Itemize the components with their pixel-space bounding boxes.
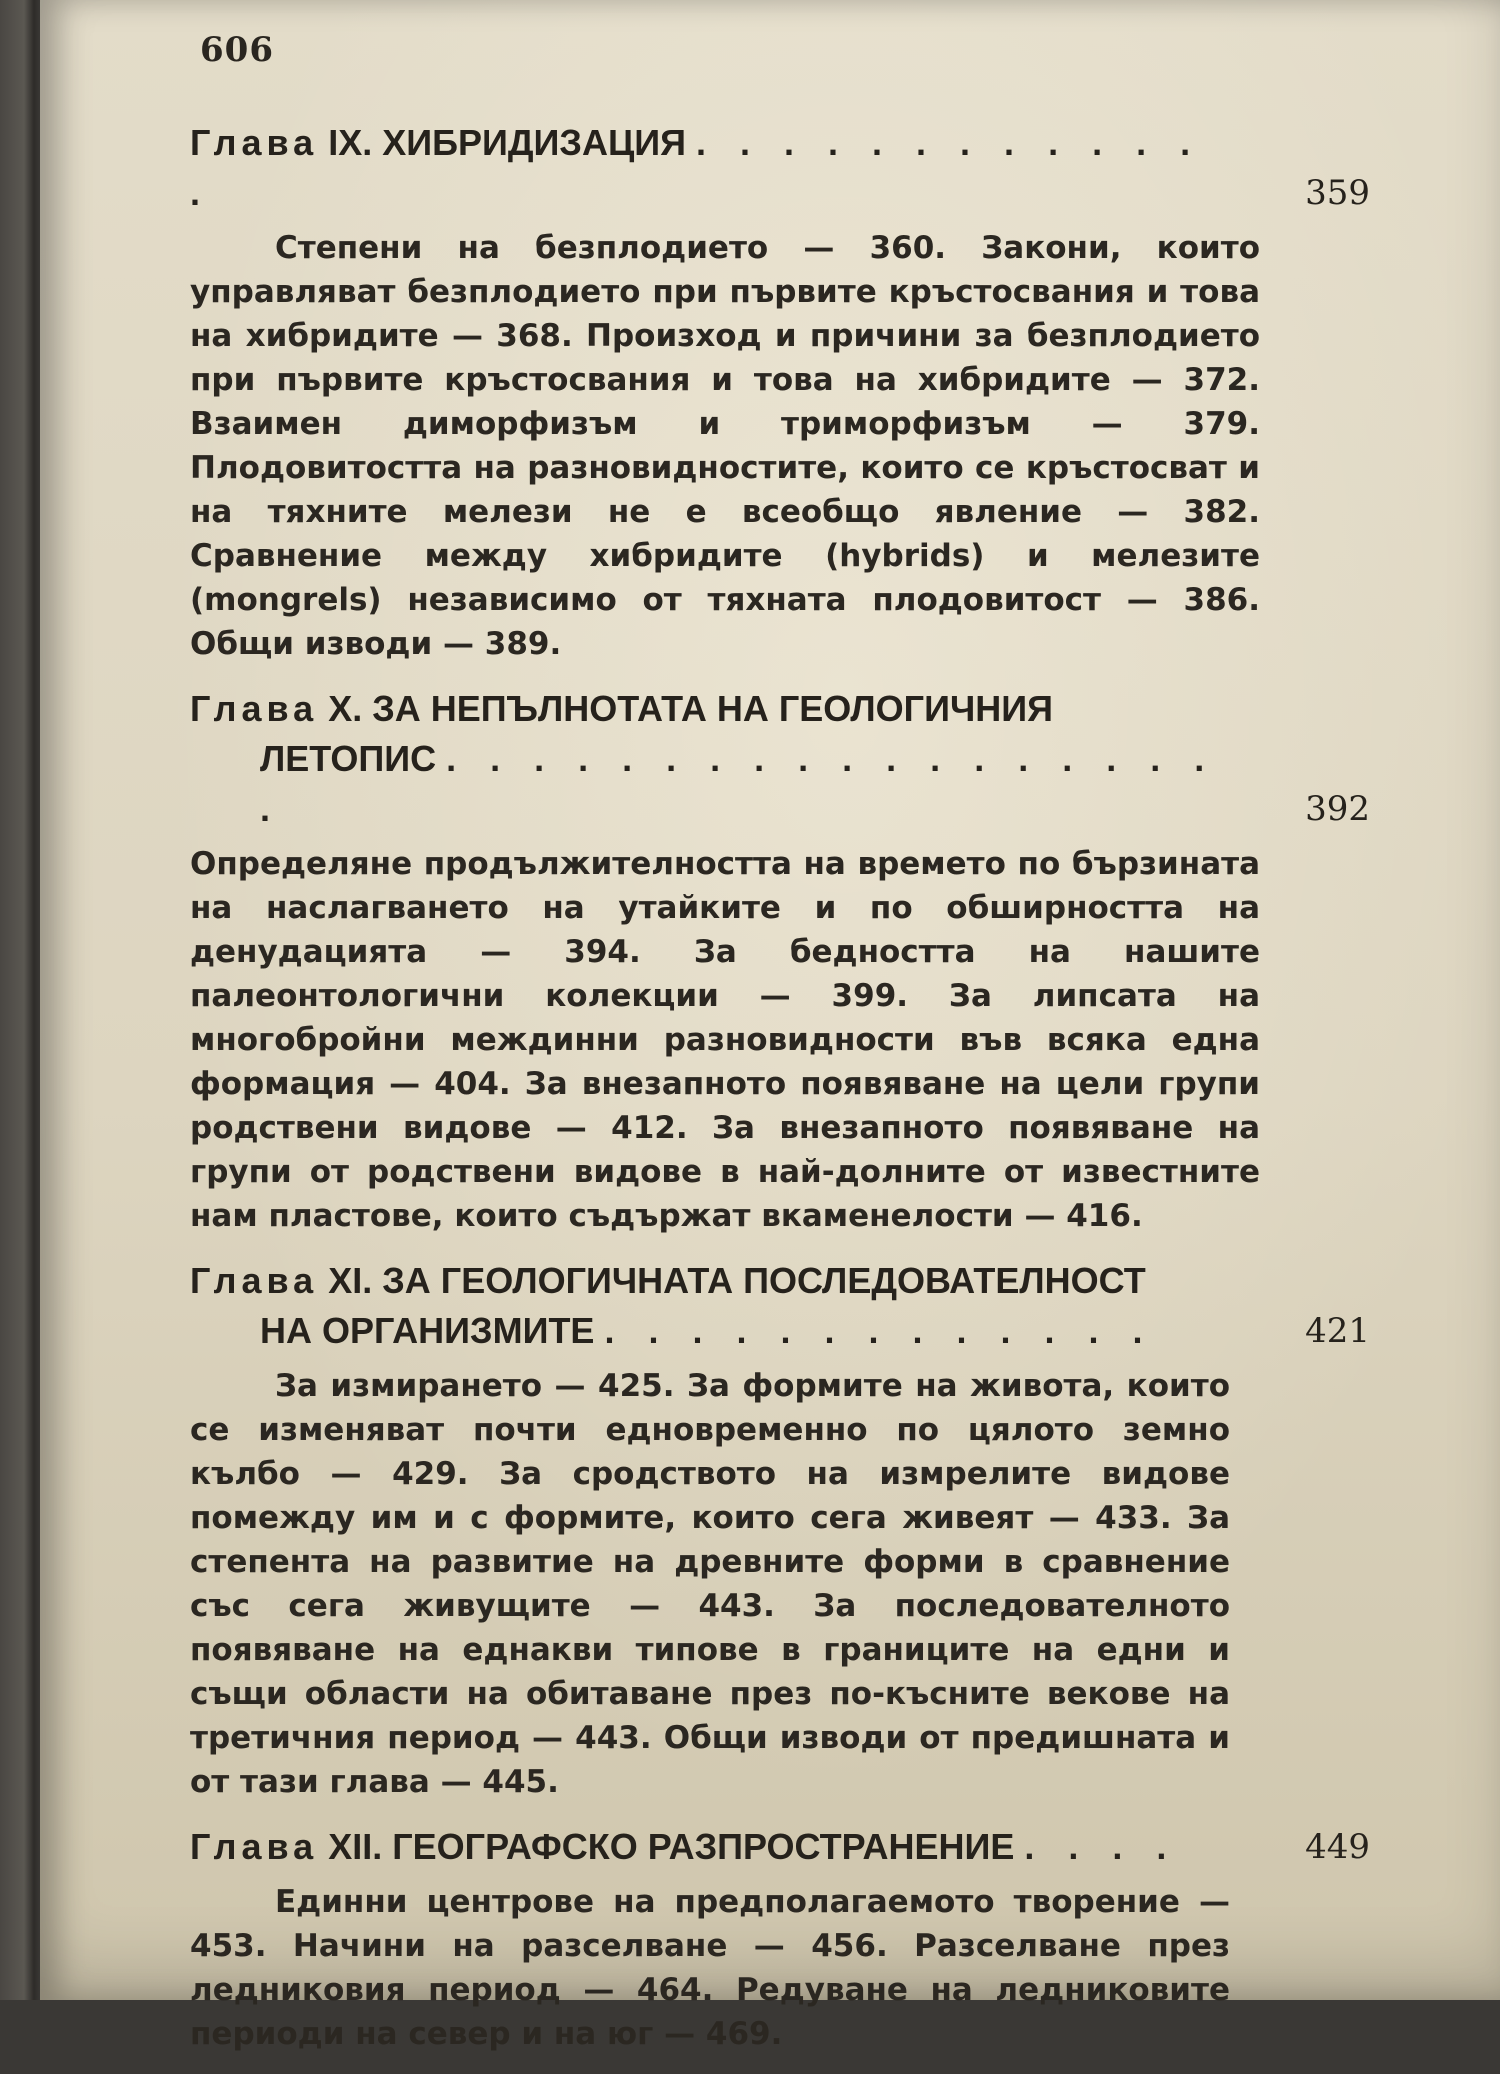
page-number: 606	[200, 30, 274, 70]
chapter-heading	[190, 118, 1370, 218]
chapter-summary: Единни центрове на предполагаемото творение — 453. Начини на разселване — 456. Разселване през ледниковия период — 464. Редуване на ледниковите периоди на север и на юг — 469.	[190, 1884, 1230, 2052]
chapter-title: ХИБРИДИЗАЦИЯ	[382, 122, 687, 163]
chapter-prefix: Глава	[190, 1826, 319, 1867]
chapter-number: XII.	[328, 1826, 383, 1867]
book-page	[40, 0, 1500, 2052]
chapter-page-ref: 421	[1305, 1311, 1370, 1351]
chapter-summary: Определяне продължителността на времето по бързината на наслагването на утайките и по обширността на денудацията — 394. За бедността на нашите палеонтологични колекции — 399. За липсата на многобройни междинни разновидности във всяка една формация — 404. За внезапното появяване на цели групи родствени видове — 412. За внезапното появяване на групи от родствени видове в най-долните от известните нам пластове, които съдържат вкаменелости — 416.	[190, 846, 1260, 1234]
chapter-number: X.	[328, 688, 363, 729]
chapter-entry-11	[190, 1256, 1370, 1804]
chapter-page-ref: 359	[1305, 173, 1370, 213]
chapter-heading	[190, 1822, 1370, 1872]
leader-dots: . . . .	[1024, 1826, 1179, 1867]
chapter-page-ref: 392	[1305, 789, 1370, 829]
chapter-summary: За измирането — 425. За формите на живота, които се изменяват почти едновременно по цялото земно кълбо — 429. За сродството на измрелите видове помежду им и с формите, които сега живеят — 433. За степента на развитие на древните форми в сравнение със сега живущите — 443. За последователното появяване на еднакви типове в границите на едни и същи области на обитаване през по-късните векове на третичния период — 443. Общи изводи от предишната и от тази глава — 445.	[190, 1368, 1230, 1800]
chapter-title: ЗА НЕПЪЛНОТАТА НА ГЕОЛОГИЧНИЯ	[372, 688, 1053, 729]
table-of-contents	[190, 118, 1370, 2074]
chapter-entry-9	[190, 118, 1370, 666]
leader-dots: . . . . . . . . . . . . .	[604, 1310, 1155, 1351]
chapter-title-continued: ЛЕТОПИС	[260, 738, 437, 779]
chapter-heading	[190, 684, 1370, 834]
chapter-entry-10	[190, 684, 1370, 1238]
chapter-prefix: Глава	[190, 688, 319, 729]
chapter-title: ЗА ГЕОЛОГИЧНАТА ПОСЛЕДОВАТЕЛНОСТ	[382, 1260, 1146, 1301]
chapter-entry-12	[190, 1822, 1370, 2056]
chapter-title: ГЕОГРАФСКО РАЗПРОСТРАНЕНИЕ	[392, 1826, 1015, 1867]
chapter-title-continued: НА ОРГАНИЗМИТЕ	[260, 1310, 595, 1351]
leader-dots: . . . . . . . . . . . . .	[190, 122, 1203, 213]
chapter-number: XI.	[328, 1260, 373, 1301]
chapter-prefix: Глава	[190, 122, 319, 163]
chapter-summary: Степени на безплодието — 360. Закони, които управляват безплодието при първите кръстосвания и това на хибридите — 368. Произход и причини за безплодието при първите кръстосвания и това на хибридите — 372. Взаимен диморфизъм и триморфизъм — 379. Плодовитостта на разновидностите, които се кръстосват и на тяхните мелези не е всеобщо явление — 382. Сравнение между хибридите (hybrids) и мелезите (mongrels) независимо от тяхната плодовитост — 386. Общи изводи — 389.	[190, 230, 1260, 662]
chapter-heading	[190, 1256, 1370, 1356]
leader-dots: . . . . . . . . . . . . . . . . . . .	[260, 738, 1217, 829]
chapter-page-ref: 449	[1305, 1827, 1370, 1867]
chapter-number: IX.	[328, 122, 373, 163]
chapter-prefix: Глава	[190, 1260, 319, 1301]
